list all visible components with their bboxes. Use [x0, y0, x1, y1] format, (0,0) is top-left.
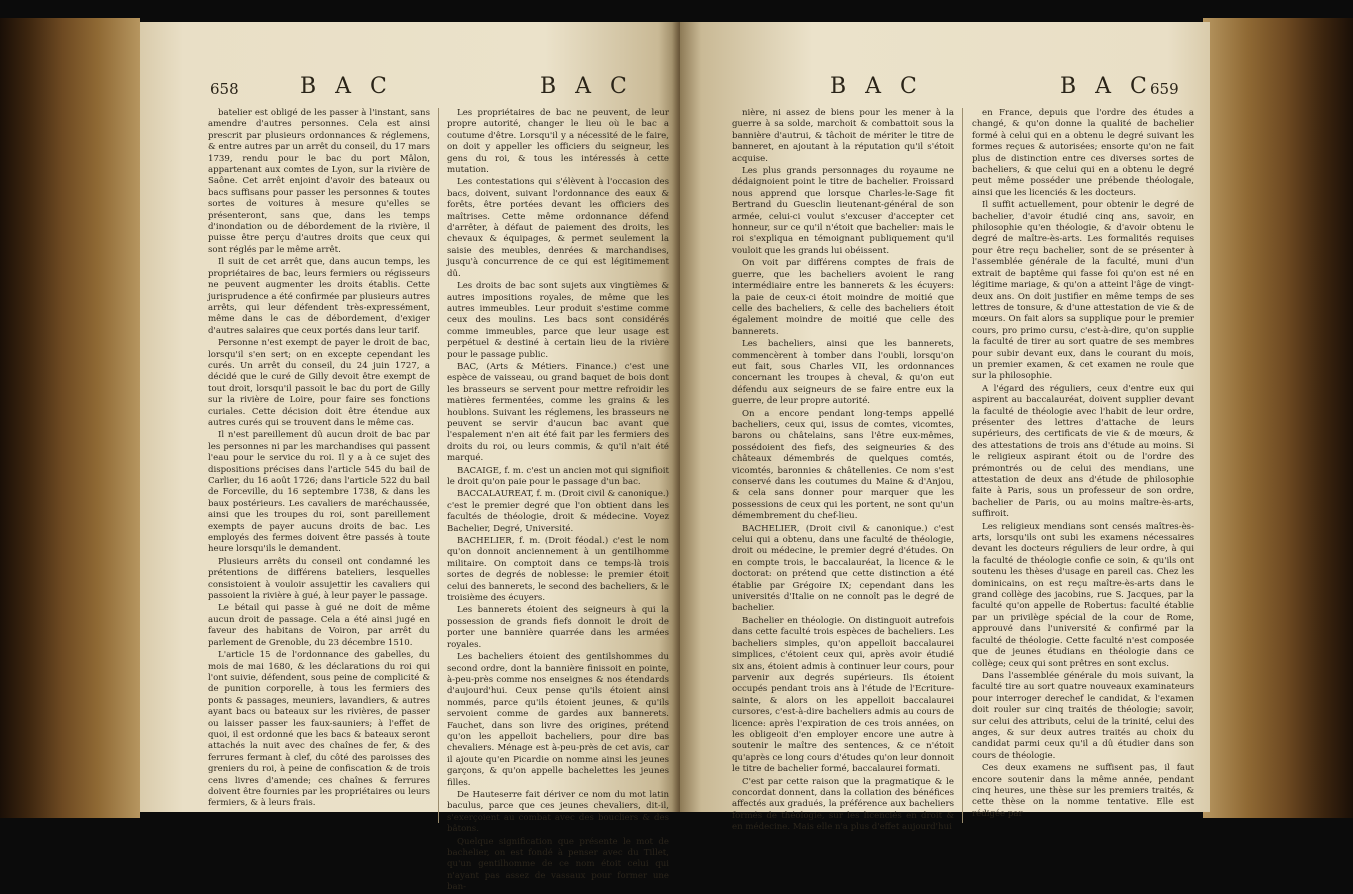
paragraph: Les religieux mendians sont censés maîtres-ès-arts, lorsqu'ils ont subi les examens nécessaires devant les docteurs réguliers de leur ordre, à qui la faculté de théologie confie ce soin, & qu'ils ont soutenu les thèses d'usage en pareil cas. Chez les dominicains, on est reçu maître-ès-arts dans le grand collège des jacobins, rue S. Jacques, par la faculté qu'on appelle de Robertus: faculté établie par un privilège spécial de la cour de Rome, approuvé dans l'université & confirmé par la faculté de théologie. Cette faculté n'est composée que de jeunes étudians en théologie dans ce collège; ceux qui sont prêtres en sont exclus. [972, 521, 1194, 669]
left-running-head-b: B A C [540, 74, 633, 99]
paragraph: BACHELIER, (Droit civil & canonique.) c'est celui qui a obtenu, dans une faculté de théologie, droit ou médecine, le premier degré d'études. On en compte trois, le baccalauréat, la licence & le doctorat: on prétend que cette distinction a été établie par Grégoire IX; cependant dans les universités d'Italie on ne connoît pas le degré de bachelier. [732, 523, 954, 614]
paragraph: Il n'est pareillement dû aucun droit de bac par les personnes ni par les marchandises qui passent l'eau pour le service du roi. Il y a à ce sujet des dispositions précises dans l'article 545 du bail de Carlier, du 16 août 1726; dans l'article 522 du bail de Forceville, du 16 septembre 1738, & dans les baux postérieurs. Les cavaliers de maréchaussée, ainsi que les troupes du roi, sont pareillement exempts de payer aucuns droits de bac. Les employés des fermes doivent être passés à toute heure lorsqu'ils le demandent. [208, 430, 430, 555]
left-column-a [208, 108, 430, 828]
paragraph: BACCALAUREAT, f. m. (Droit civil & canonique.) c'est le premier degré que l'on obtient dans les facultés de théologie, droit & médecine. Voyez Bachelier, Degré, Université. [447, 489, 670, 534]
paragraph: nière, ni assez de biens pour les mener à la guerre à sa solde, marchoit & combattoit sous la bannière d'autrui, & tâchoit de mériter le titre de banneret, en ajoutant à la réputation qu'il s'étoit acquise. [732, 108, 954, 164]
paragraph: Les propriétaires de bac ne peuvent, de leur propre autorité, changer le lieu où le bac a coutume d'être. Lorsqu'il y a nécessité de le faire, on doit y appeller les officiers du seigneur, les gens du roi, & tous les intéressés à cette mutation. [447, 108, 669, 176]
paragraph: BAC, (Arts & Métiers. Finance.) c'est une espèce de vaisseau, ou grand baquet de bois dont les brasseurs se servent pour mettre refroidir les matières fermentées, comme les grains & les houblons. Suivant les réglemens, les brasseurs ne peuvent se servir d'aucun bac avant que l'espalement n'en ait été fait par les fermiers des droits du roi, ou leurs commis, & qu'il n'ait été marqué. [447, 361, 669, 464]
right-page-number: 659 [1150, 80, 1179, 98]
paragraph: BACHELIER, f. m. (Droit féodal.) c'est le nom qu'on donnoit anciennement à un gentilhomme militaire. On comptoit dans ce temps-là trois sortes de degrés de noblesse: le premier étoit celui des bannerets, le second des bacheliers, & le troisième des écuyers. [447, 536, 669, 604]
right-page-edges [1203, 18, 1353, 818]
paragraph: L'article 15 de l'ordonnance des gabelles, du mois de mai 1680, & les déclarations du roi qui l'ont suivie, défendent, sous peine de complicité & de punition corporelle, à tous les fermiers des ponts & passages, meuniers, lavandiers, & autres ayant bacs ou bateaux sur les rivières, de passer ou laisser passer les faux-sauniers; à l'effet de quoi, il est ordonné que les bacs & bateaux seront attachés la nuit avec des chaînes de fer, & des ferrures fermant à clef, du côté des paroisses des greniers du roi, à peine de confiscation & de trois cens livres d'amende; ces chaînes & ferrures doivent être fournies par les propriétaires ou leurs fermiers, & à leurs frais. [208, 650, 430, 809]
paragraph: Dans l'assemblée générale du mois suivant, la faculté tire au sort quatre nouveaux examinateurs pour interroger derechef le candidat, & l'examen doit rouler sur cinq traités de théologie; savoir, sur celui des attributs, celui de la trinité, celui des anges, & sur deux autres traités au choix du candidat parmi ceux qu'il a dû étudier dans son cours de théologie. [972, 670, 1194, 761]
left-column-b [447, 108, 670, 893]
left-page-edges [0, 18, 140, 818]
paragraph: A l'égard des réguliers, ceux d'entre eux qui aspirent au baccalauréat, doivent supplier devant la faculté de théologie avec l'habit de leur ordre, présenter des lettres d'attache de leurs supérieurs, des certificats de vie & de mœurs, & des attestations de trois ans d'étude au moins. Si le religieux aspirant étoit ou de l'ordre des prémontrés ou de celui des mendians, une attestation de deux ans d'étude de philosophie faite à Paris, sous un professeur de son ordre, bachelier de Paris, ou au moins maître-ès-arts, suffiroit. [972, 383, 1194, 520]
paragraph: Le bétail qui passe à gué ne doit de même aucun droit de passage. Cela a été ainsi jugé en faveur des habitans de Voiron, par arrêt du parlement de Grenoble, du 23 décembre 1510. [208, 603, 430, 648]
right-running-head-b: B A C [1060, 74, 1153, 99]
column-rule [962, 108, 963, 823]
paragraph: C'est par cette raison que la pragmatique & le concordat donnent, dans la collation des bénéfices affectés aux gradués, la préférence aux bacheliers formés de théologie, sur les licenciés en droit & en médecine. Mais elle n'a plus d'effet aujourd'hui [732, 776, 954, 833]
paragraph: Les plus grands personnages du royaume ne dédaignoient point le titre de bachelier. Froissard nous apprend que lorsque Charles-le-Sage fit Bertrand du Guesclin lieutenant-général de son armée, celui-ci voulut s'excuser d'accepter cet honneur, sur ce qu'il n'étoit que bachelier: mais le roi s'expliqua en témoignant publiquement qu'il vouloit que les grands lui obéissent. [732, 166, 954, 256]
left-page-number: 658 [210, 80, 239, 98]
paragraph: Il suit de cet arrêt que, dans aucun temps, les propriétaires de bac, leurs fermiers ou régisseurs ne peuvent augmenter les droits établis. Cette jurisprudence a été confirmée par plusieurs autres arrêts, qui leur défendent très-expressément, même dans le cas de débordement, d'exiger d'autres salaires que ceux portés dans leur tarif. [208, 257, 430, 336]
paragraph: On voit par différens comptes de frais de guerre, que les bacheliers avoient le rang intermédiaire entre les bannerets & les écuyers: la paie de ceux-ci étoit moindre de moitié que celle des bacheliers, & celle des bacheliers étoit également moindre de moitié que celle des bannerets. [732, 258, 954, 337]
right-page [680, 22, 1210, 833]
left-running-head: B A C [300, 74, 393, 99]
left-page [140, 22, 680, 893]
paragraph: batelier est obligé de les passer à l'instant, sans amendre d'autres personnes. Cela est ainsi prescrit par plusieurs ordonnances & réglemens, & entre autres par un arrêt du conseil, du 17 mars 1739, rendu pour le bac du port Mâlon, appartenant aux comtes de Lyon, sur la rivière de Saône. Cet arrêt enjoint d'avoir des bateaux ou bacs suffisans pour passer les personnes & toutes sortes de voitures à mesure qu'elles se présenteront, sans que, dans les temps d'inondation ou de débordement de la rivière, il puisse être perçu d'autres droits que ceux qui sont réglés par le même arrêt. [208, 108, 430, 255]
paragraph: Les contestations qui s'élèvent à l'occasion des bacs, doivent, suivant l'ordonnance des eaux & forêts, être portées devant les officiers des maîtrises. Cette même ordonnance défend d'arrêter, à défaut de paiement des droits, les chevaux & équipages, & permet seulement la saisie des meubles, denrées & marchandises, jusqu'à concurrence de ce qui est légitimement dû. [447, 177, 669, 279]
paragraph: BACAIGE, f. m. c'est un ancien mot qui signifioit le droit qu'on paie pour le passage d'un bac. [447, 465, 669, 487]
paragraph: Les bacheliers, ainsi que les bannerets, commencèrent à tomber dans l'oubli, lorsqu'on eut fait, sous Charles VII, les ordonnances concernant les troupes à cheval, & qu'on eut défendu aux seigneurs de se faire entre eux la guerre, de leur propre autorité. [732, 339, 954, 407]
right-running-head: B A C [830, 74, 923, 99]
paragraph: Les bacheliers étoient des gentilshommes du second ordre, dont la bannière finissoit en pointe, à-peu-près comme nos enseignes & nos étendards d'aujourd'hui. Ceux pense qu'ils étoient ainsi nommés, parce qu'ils étoient jeunes, & qu'ils servoient comme de gardes aux bannerets. Fauchet, dans son livre des origines, prétend qu'on les appelloit bacheliers, pour dire bas chevaliers. Ménage est à-peu-près de cet avis, car il ajoute qu'en Picardie on nomme ainsi les jeunes garçons, & qu'on appelle bachelettes les jeunes filles. [447, 652, 669, 788]
paragraph: On a encore pendant long-temps appellé bacheliers, ceux qui, issus de comtes, vicomtes, barons ou châtelains, sans l'être eux-mêmes, possédoient des fiefs, des seigneuries & des châteaux démembrés de quelques comtés, vicomtés, baronnies & châtellenies. Ce nom s'est conservé dans les coutumes du Maine & d'Anjou, & cela sans donner pour marquer que les possessions de ceux qui les portent, ne sont qu'un démembrement du chef-lieu. [732, 408, 954, 522]
paragraph: Plusieurs arrêts du conseil ont condamné les prétentions de différens bateliers, lesquelles consistoient à vouloir assujettir les cavaliers qui passoient la rivière à gué, à leur payer le passage. [208, 556, 430, 602]
paragraph: Ces deux examens ne suffisent pas, il faut encore soutenir dans la même année, pendant cinq heures, une thèse sur les premiers traités, & cette thèse on la nomme tentative. Elle est rédigée par [972, 763, 1194, 819]
paragraph: Bachelier en théologie. On distinguoit autrefois dans cette faculté trois espèces de bacheliers. Les bacheliers simples, qu'on appelloit baccalaurei simplices, c'étoient ceux qui, après avoir étudié six ans, étoient admis à continuer leur cours, pour parvenir aux degrés supérieurs. Ils étoient occupés pendant trois ans à l'étude de l'Ecriture-sainte, & alors on les appelloit baccalaurei cursores, c'est-à-dire bacheliers admis au cours de licence: après l'expiration de ces trois années, on les obligeoit d'en employer encore une autre à soutenir le maître des sentences, & ce n'étoit qu'après ce long cours d'études qu'on leur donnoit le titre de bachelier formé, baccalaurei formati. [732, 615, 954, 775]
paragraph: Personne n'est exempt de payer le droit de bac, lorsqu'il s'en sert; on en excepte cependant les curés. Un arrêt du conseil, du 24 juin 1727, a décidé que le curé de Gilly devoit être exempt de tout droit, lorsqu'il passoit le bac du port de Gilly sur la rivière de Loire, pour faire ses fonctions curiales. Cette décision doit être étendue aux autres curés qui se trouvent dans le même cas. [208, 338, 430, 428]
paragraph: Quelque signification que présente le mot de bachelier, on est fondé à penser avec du Tillet, qu'un gentilhomme de ce nom étoit celui qui n'ayant pas assez de vassaux pour former une ban- [447, 836, 669, 893]
right-column-b [972, 108, 1194, 828]
paragraph: De Hauteserre fait dériver ce nom du mot latin baculus, parce que ces jeunes chevaliers, dit-il, s'exerçoient au combat avec des boucliers & des bâtons. [447, 789, 669, 835]
right-column-a [732, 108, 954, 833]
paragraph: en France, depuis que l'ordre des études a changé, & qu'on donne la qualité de bachelier formé à celui qui en a obtenu le degré suivant les formes reçues & autorisées; ensorte qu'on ne fait plus de distinction entre ces diverses sortes de bacheliers, & que celui qui en a obtenu le degré peut même posséder une prébende théologale, ainsi que les licenciés & les docteurs. [972, 108, 1194, 198]
paragraph: Les bannerets étoient des seigneurs à qui la possession de grands fiefs donnoit le droit de porter une bannière quarrée dans les armées royales. [447, 605, 669, 650]
paragraph: Il suffit actuellement, pour obtenir le degré de bachelier, d'avoir étudié cinq ans, savoir, en philosophie qu'en théologie, & d'avoir obtenu le degré de maître-ès-arts. Les formalités requises pour être reçu bachelier, sont de se présenter à l'assemblée générale de la faculté, muni d'un extrait de baptême qui fasse foi qu'on est né en légitime mariage, & qu'on a atteint l'âge de vingt-deux ans. On doit justifier en même temps de ses lettres de tonsure, & d'une attestation de vie & de mœurs. On fait alors sa supplique pour le premier cours, pro primo cursu, c'est-à-dire, qu'on supplie la faculté de tirer au sort quatre de ses membres pour subir devant eux, dans le courant du mois, un premier examen, & cet examen ne roule que sur la philosophie. [972, 200, 1194, 382]
paragraph: Les droits de bac sont sujets aux vingtièmes & autres impositions royales, de même que les autres immeubles. Leur produit s'estime comme ceux des moulins. Les bacs sont considérés comme immeubles, parce que leur usage est perpétuel & destiné à certain lieu de la rivière pour le passage public. [447, 281, 669, 360]
column-rule [438, 108, 439, 823]
